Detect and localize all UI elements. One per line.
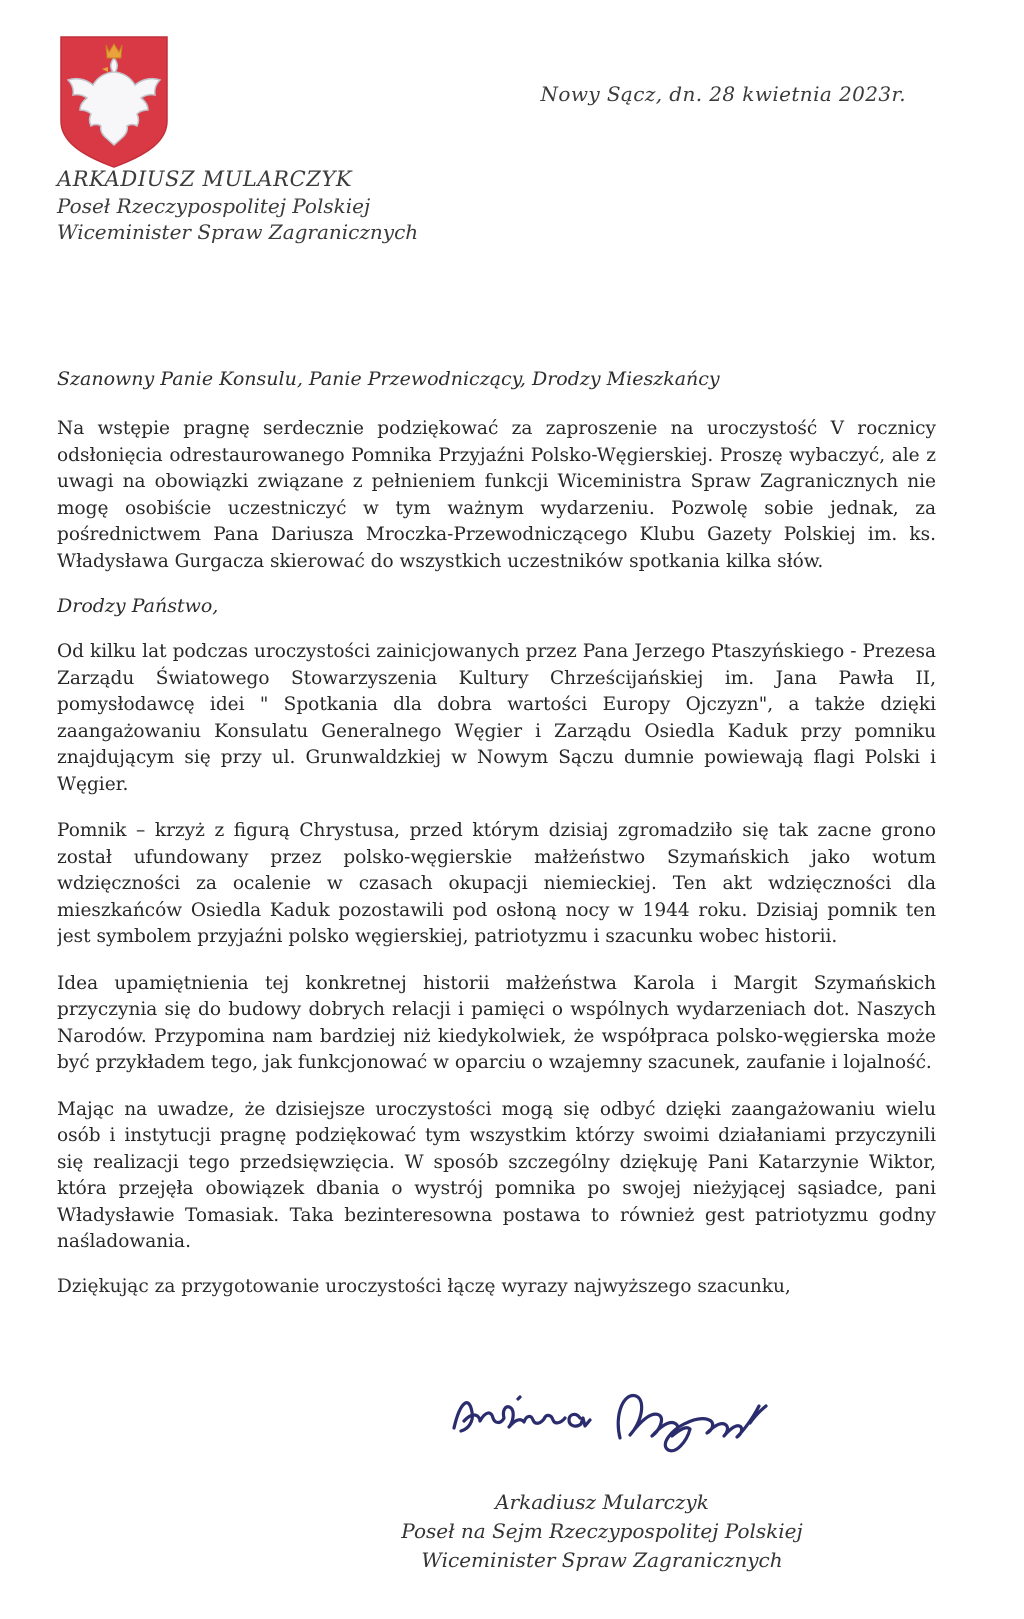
interjection: Drodzy Państwo, [57, 595, 219, 617]
signoff-name: Arkadiusz Mularczyk [495, 1490, 709, 1514]
handwritten-signature [442, 1368, 778, 1466]
sender-title-1: Poseł Rzeczypospolitej Polskiej [57, 194, 371, 218]
paragraph-2: Od kilku lat podczas uroczystości zainicjowanych przez Pana Jerzego Ptaszyńskiego - Prezesa Zarządu Światowego Stowarzyszenia Kultury Chrześcijańskiej im. Jana Pawła II, pomysłodawcę idei " Spotkania dla dobra wartości Europy Ojczyzn", a także dzięki zaangażowaniu Konsulatu Generalnego Węgier i Zarządu Osiedla Kaduk przy pomniku znajdującym się przy ul. Grunwaldzkiej w Nowym Sączu dumnie powiewają flagi Polski i Węgier. [57, 641, 936, 795]
sender-block [57, 166, 418, 245]
sender-title-2: Wiceminister Spraw Zagranicznych [57, 220, 419, 244]
signoff-title-2: Wiceminister Spraw Zagranicznych [421, 1548, 783, 1572]
signoff-block [180, 1488, 1024, 1575]
paragraph-3: Pomnik – krzyż z figurą Chrystusa, przed którym dzisiaj zgromadziło się tak zacne grono został ufundowany przez polsko-węgierskie małżeństwo Szymańskich jako wotum wdzięczności za ocalenie w czasach okupacji niemieckiej. Ten akt wdzięczności dla mieszkańców Osiedla Kaduk pozostawili pod osłoną nocy w 1944 roku. Dzisiaj pomnik ten jest symbolem przyjaźni polsko węgierskiej, patriotyzmu i szacunku wobec historii. [57, 820, 936, 947]
salutation: Szanowny Panie Konsulu, Panie Przewodniczący, Drodzy Mieszkańcy [57, 368, 720, 390]
letter-body [57, 368, 936, 1367]
paragraph-5: Mając na uwadze, że dzisiejsze uroczystości mogą się odbyć dzięki zaangażowaniu wielu osób i instytucji pragnę podziękować tym wszystkim którzy swoimi działaniami przyczynili się realizacji tego przedsięwzięcia. W sposób szczególny dziękuję Pani Katarzynie Wiktor, która przejęła obowiązek dbania o wystrój pomnika po swojej nieżyjącej sąsiadce, pani Władysławie Tomasiak. Taka bezinteresowna postawa to również gest patriotyzmu godny naśladowania. [57, 1098, 936, 1252]
sender-name: ARKADIUSZ MULARCZYK [57, 167, 353, 191]
paragraph-4: Idea upamiętnienia tej konkretnej historii małżeństwa Karola i Margit Szymańskich przyczynia się do budowy dobrych relacji i pamięci o wspólnych wydarzeniach dot. Naszych Narodów. Przypomina nam bardziej niż kiedykolwiek, że współpraca polsko-węgierska może być przykładem tego, jak funkcjonować w oparciu o wzajemny szacunek, zaufanie i lojalność. [57, 972, 936, 1073]
signoff-title-1: Poseł na Sejm Rzeczypospolitej Polskiej [401, 1519, 803, 1543]
closing-line: Dziękując za przygotowanie uroczystości łączę wyrazy najwyższego szacunku, [57, 1275, 791, 1297]
polish-eagle-emblem-icon [55, 33, 173, 171]
place-and-date: Nowy Sącz, dn. 28 kwietnia 2023r. [540, 82, 906, 106]
paragraph-1: Na wstępie pragnę serdecznie podziękować za zaproszenie na uroczystość V rocznicy odsłonięcia odrestaurowanego Pomnika Przyjaźni Polsko-Węgierskiej. Proszę wybaczyć, ale z uwagi na obowiązki związane z pełnieniem funkcji Wiceministra Spraw Zagranicznych nie mogę osobiście uczestniczyć w tym ważnym wydarzeniu. Pozwolę sobie jednak, za pośrednictwem Pana Dariusza Mroczka-Przewodniczącego Klubu Gazety Polskiej im. ks. Władysława Gurgacza skierować do wszystkich uczestników spotkania kilka słów. [57, 418, 936, 572]
